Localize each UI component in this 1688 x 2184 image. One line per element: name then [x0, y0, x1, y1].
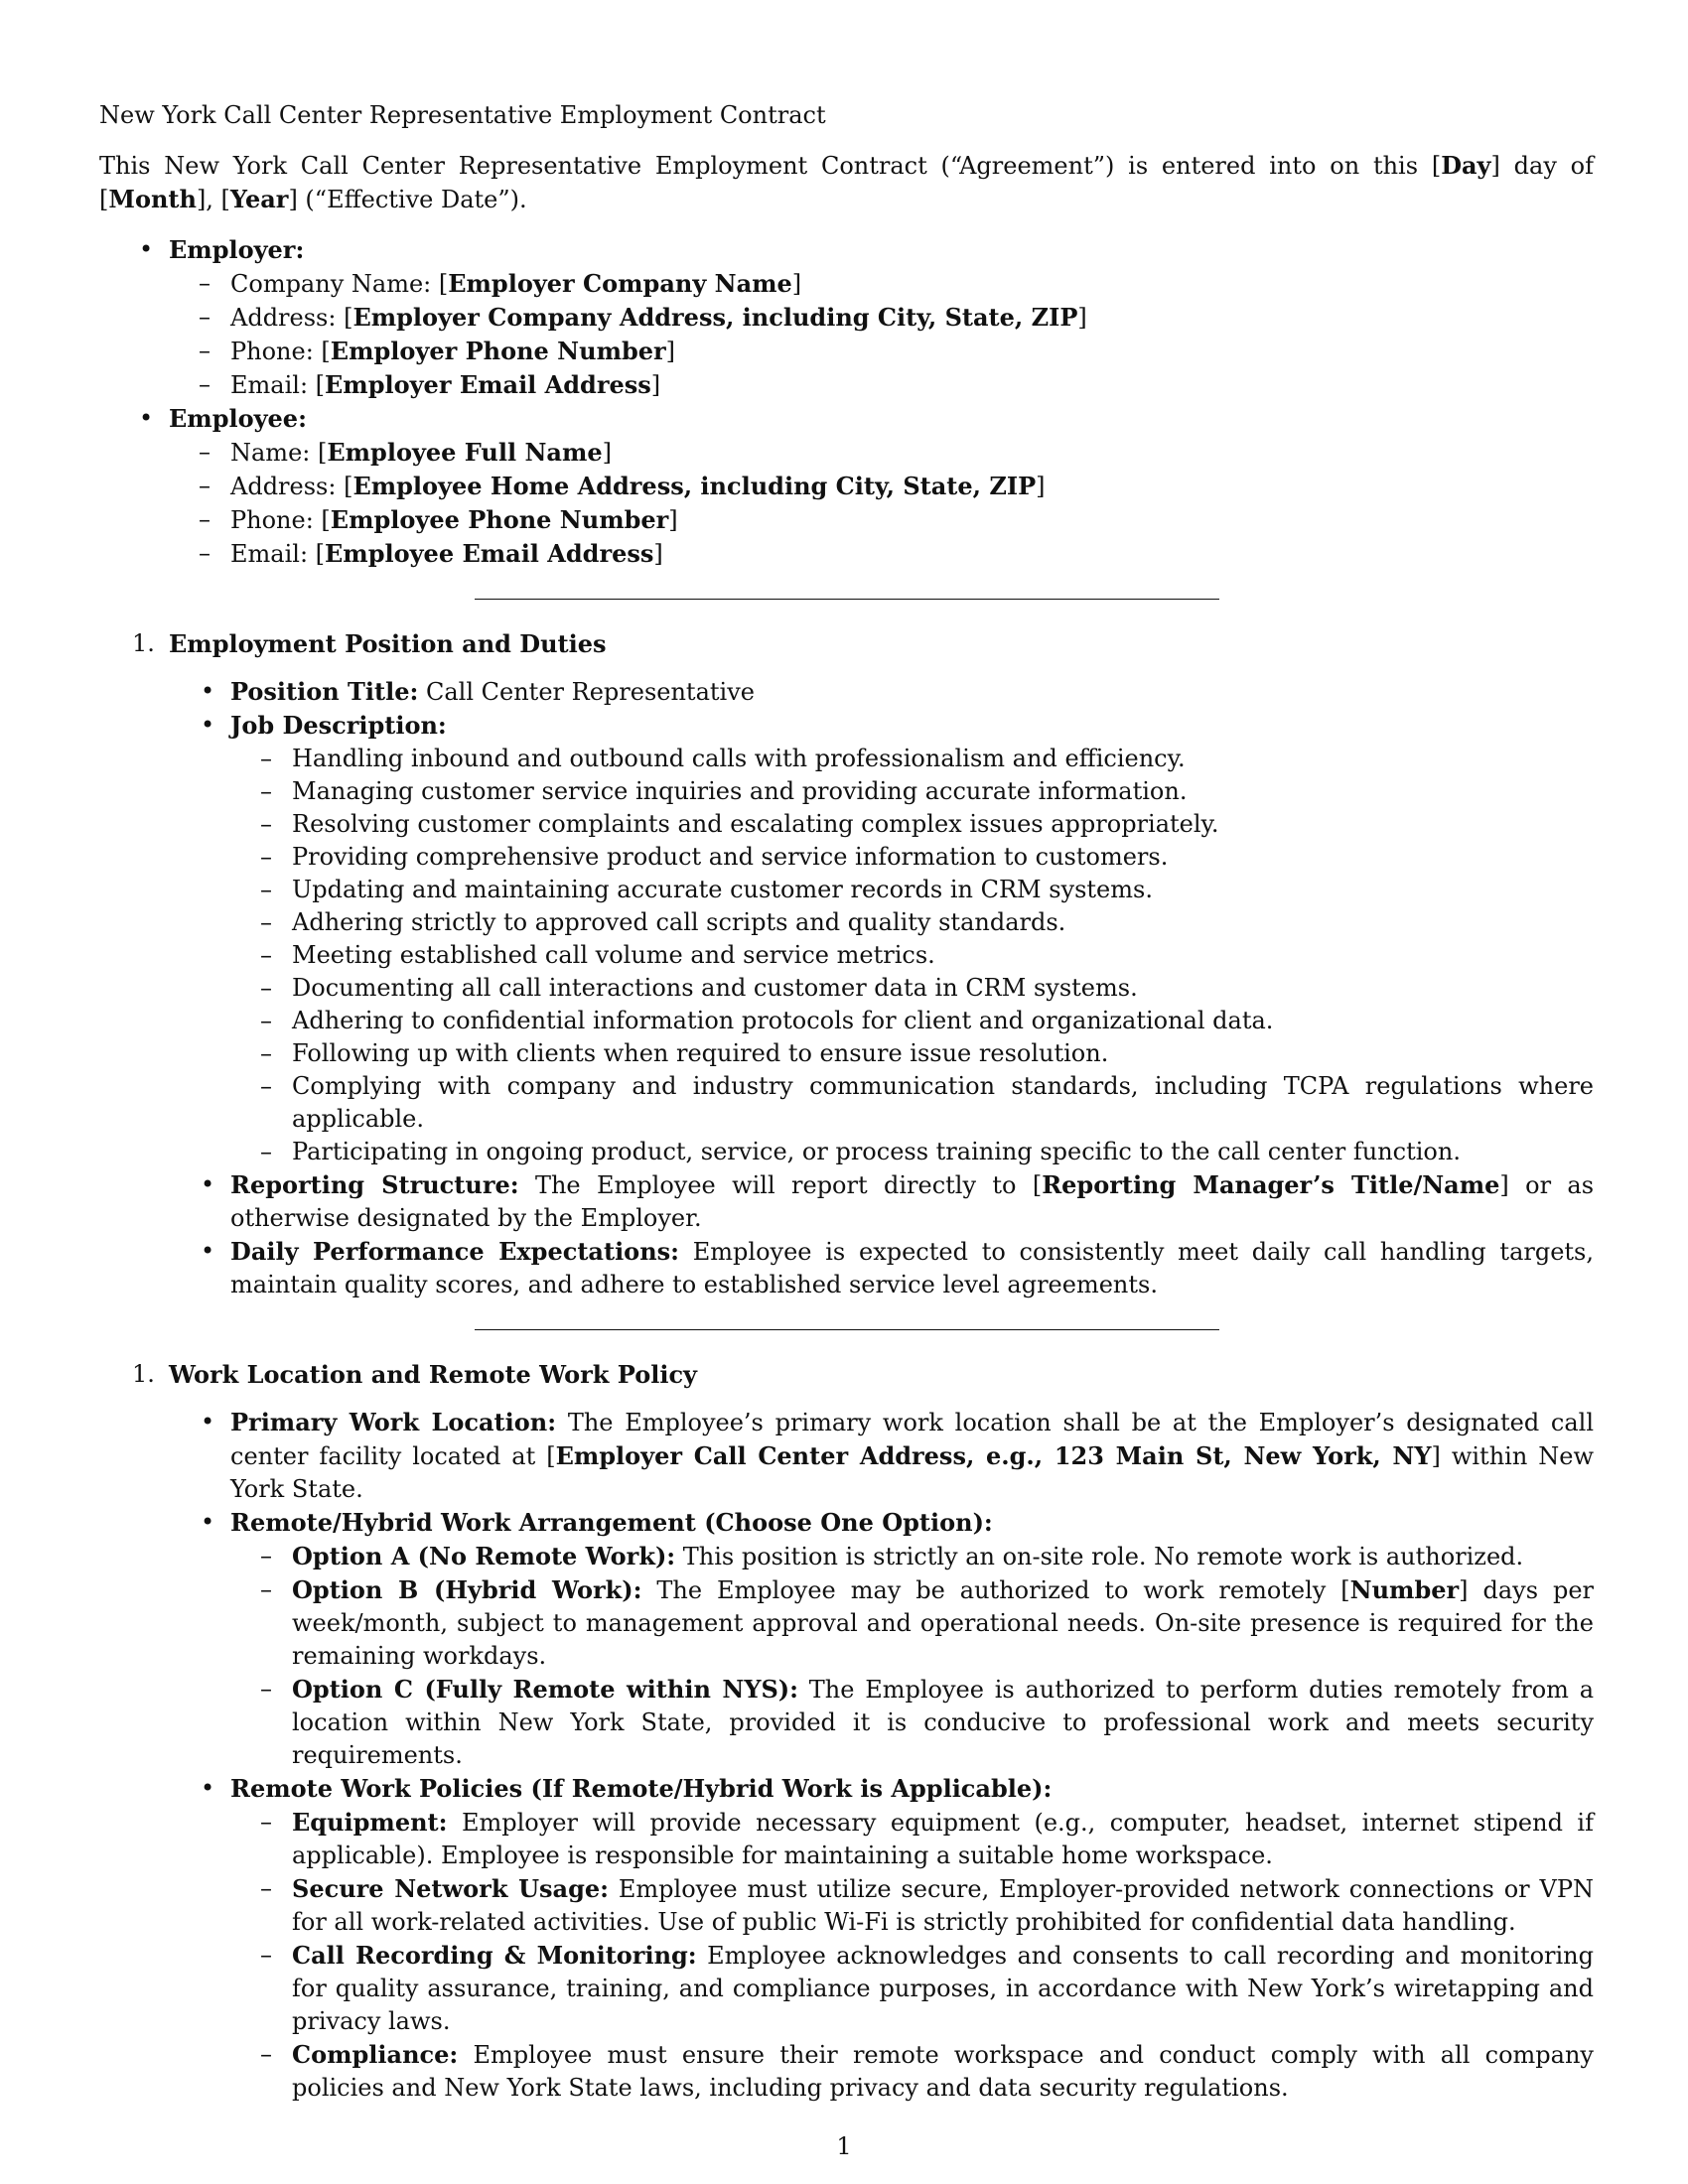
field-value: Employee Home Address, including City, State, ZIP: [352, 472, 1037, 500]
item-text: The Employee will report directly to [: [518, 1171, 1043, 1199]
field-end: ]: [653, 540, 663, 568]
field-end: ]: [602, 439, 612, 467]
primary-location-item: [230, 1406, 1594, 1506]
item-text: ] within New York State.: [230, 1442, 1595, 1503]
contract-page: [99, 99, 1594, 2105]
policy-secure-network: [260, 1872, 1594, 1939]
item-label: Remote/Hybrid Work Arrangement (Choose One Option):: [230, 1508, 993, 1537]
section-1-list: [99, 675, 1594, 1301]
intro-text: ] day of [: [99, 152, 1594, 213]
field-value: Employer Company Address, including City, State, ZIP: [352, 303, 1078, 332]
field-end: ]: [650, 371, 661, 399]
policy-text: Employee must utilize secure, Employer-provided network connections or VPN for all work-related activities. Use of public Wi-Fi is strictly prohibited for confidential data handling.: [292, 1875, 1594, 1936]
field-key: Company Name: [: [230, 270, 449, 298]
policy-label: Equipment:: [292, 1808, 448, 1837]
option-label: Option A (No Remote Work):: [292, 1542, 676, 1570]
duty-item: – Updating and maintaining accurate customer records in CRM systems.: [260, 874, 1594, 906]
item-text: Call Center Representative: [418, 678, 755, 706]
option-text: The Employee may be authorized to work remotely [: [641, 1576, 1350, 1604]
policies-list: [260, 1806, 1594, 2105]
option-placeholder: Number: [1349, 1575, 1460, 1604]
field-value: Employee Phone Number: [330, 505, 669, 534]
policy-text: Employee must ensure their remote workspace and conduct comply with all company policies and New York State laws, including privacy and data security regulations.: [292, 2041, 1594, 2102]
duty-item: – Providing comprehensive product and service information to customers.: [260, 841, 1594, 874]
duty-item: – Adhering strictly to approved call scripts and quality standards.: [260, 906, 1594, 939]
field-value: Employer Phone Number: [330, 337, 666, 365]
employee-party: [169, 402, 1594, 571]
policy-text: Employer will provide necessary equipment (e.g., computer, headset, internet stipend if applicable). Employee is responsible for maintaining a suitable home workspace.: [292, 1809, 1594, 1869]
year-placeholder: Year: [229, 185, 289, 213]
section-number: 1.: [132, 1360, 155, 1388]
position-title-item: [230, 675, 1594, 709]
intro-paragraph: [99, 149, 1594, 216]
item-label: Primary Work Location:: [230, 1408, 557, 1436]
duty-item: – Following up with clients when required to ensure issue resolution.: [260, 1037, 1594, 1070]
item-text: Employee is expected to consistently meet daily call handling targets, maintain quality scores, and adhere to established service level agreements.: [230, 1238, 1594, 1298]
option-label: Option B (Hybrid Work):: [292, 1575, 642, 1604]
field-value: Employee Email Address: [325, 539, 654, 568]
duty-item: – Documenting all call interactions and customer data in CRM systems.: [260, 972, 1594, 1005]
field-value: Employer Email Address: [325, 370, 651, 399]
employer-email: [199, 368, 1594, 402]
party-label: Employer:: [169, 235, 305, 264]
field-key: Address: [: [230, 473, 353, 500]
duty-item: – Complying with company and industry communication standards, including TCPA regulations where applicable.: [260, 1070, 1594, 1136]
field-key: Name: [: [230, 439, 328, 467]
page-number: 1: [836, 2132, 852, 2160]
arrangement-item: [230, 1506, 1594, 1772]
policy-label: Secure Network Usage:: [292, 1874, 609, 1903]
field-end: ]: [665, 338, 676, 365]
item-label: Reporting Structure:: [230, 1170, 519, 1199]
field-end: ]: [1077, 304, 1087, 332]
field-key: Phone: [: [230, 338, 331, 365]
document-title: New York Call Center Representative Employment Contract: [99, 101, 826, 129]
section-number: 1.: [132, 629, 155, 657]
option-a: [260, 1540, 1594, 1573]
employee-phone: [199, 503, 1594, 537]
policy-call-recording: [260, 1939, 1594, 2038]
section-heading: [99, 1358, 1594, 1392]
employer-fields: [199, 267, 1594, 402]
employer-party: [169, 233, 1594, 402]
item-placeholder: Reporting Manager’s Title/Name: [1042, 1170, 1500, 1199]
item-label: Position Title:: [230, 677, 419, 706]
horizontal-rule: [475, 599, 1219, 600]
field-end: ]: [1036, 473, 1046, 500]
policy-equipment: [260, 1806, 1594, 1872]
horizontal-rule: [475, 1329, 1219, 1330]
reporting-structure-item: [230, 1168, 1594, 1235]
day-placeholder: Day: [1441, 151, 1491, 180]
section-title: Employment Position and Duties: [169, 629, 607, 658]
duties-list: [260, 743, 1594, 1168]
item-text: ] or as otherwise designated by the Employer.: [230, 1171, 1595, 1232]
remote-policies-item: [230, 1772, 1594, 2105]
field-key: Address: [: [230, 304, 353, 332]
field-value: Employer Company Name: [448, 269, 792, 298]
duty-item: – Handling inbound and outbound calls with professionalism and efficiency.: [260, 743, 1594, 775]
field-key: Phone: [: [230, 506, 331, 534]
field-key: Email: [: [230, 540, 326, 568]
intro-text: ], [: [196, 186, 230, 213]
intro-text: ] (“Effective Date”).: [288, 186, 527, 213]
item-text: The Employee’s primary work location shall be at the Employer’s designated call center facility located at [: [230, 1409, 1595, 1470]
party-label: Employee:: [169, 404, 307, 433]
section-2-list: [99, 1406, 1594, 2105]
option-label: Option C (Fully Remote within NYS):: [292, 1675, 799, 1704]
employer-address: [199, 301, 1594, 335]
employee-fields: [199, 436, 1594, 571]
item-label: Job Description:: [230, 711, 447, 740]
options-list: [260, 1540, 1594, 1772]
field-value: Employee Full Name: [327, 438, 603, 467]
employee-name: [199, 436, 1594, 470]
field-key: Email: [: [230, 371, 326, 399]
item-label: Daily Performance Expectations:: [230, 1237, 680, 1266]
parties-list: [99, 233, 1594, 571]
option-text: This position is strictly an on-site role. No remote work is authorized.: [675, 1543, 1524, 1570]
employer-company-name: [199, 267, 1594, 301]
option-b: [260, 1573, 1594, 1673]
duty-item: – Resolving customer complaints and escalating complex issues appropriately.: [260, 808, 1594, 841]
section-heading: [99, 627, 1594, 661]
item-label: Remote Work Policies (If Remote/Hybrid Work is Applicable):: [230, 1774, 1053, 1803]
duty-item: – Managing customer service inquiries and providing accurate information.: [260, 775, 1594, 808]
item-placeholder: Employer Call Center Address, e.g., 123 Main St, New York, NY: [555, 1441, 1432, 1470]
policy-label: Compliance:: [292, 2040, 459, 2069]
policy-text: Employee acknowledges and consents to call recording and monitoring for quality assurance, training, and compliance purposes, in accordance with New York’s wiretapping and privacy laws.: [292, 1942, 1594, 2035]
policy-label: Call Recording & Monitoring:: [292, 1941, 697, 1970]
duty-item: – Meeting established call volume and service metrics.: [260, 939, 1594, 972]
policy-compliance: [260, 2038, 1594, 2105]
daily-performance-item: [230, 1235, 1594, 1301]
option-c: [260, 1673, 1594, 1772]
job-description-item: [230, 709, 1594, 1168]
field-end: ]: [791, 270, 802, 298]
intro-text: This New York Call Center Representative Employment Contract (“Agreement”) is entered into on this [: [99, 152, 1442, 180]
employee-address: [199, 470, 1594, 503]
employee-email: [199, 537, 1594, 571]
section-title: Work Location and Remote Work Policy: [169, 1360, 697, 1389]
duty-item: – Adhering to confidential information protocols for client and organizational data.: [260, 1005, 1594, 1037]
option-text: ] days per week/month, subject to management approval and operational needs. On-site presence is required for the remaining workdays.: [292, 1576, 1594, 1670]
employer-phone: [199, 335, 1594, 368]
field-end: ]: [668, 506, 678, 534]
duty-item: – Participating in ongoing product, service, or process training specific to the call center function.: [260, 1136, 1594, 1168]
month-placeholder: Month: [108, 185, 197, 213]
option-text: The Employee is authorized to perform duties remotely from a location within New York State, provided it is conducive to professional work and meets security requirements.: [292, 1676, 1595, 1769]
